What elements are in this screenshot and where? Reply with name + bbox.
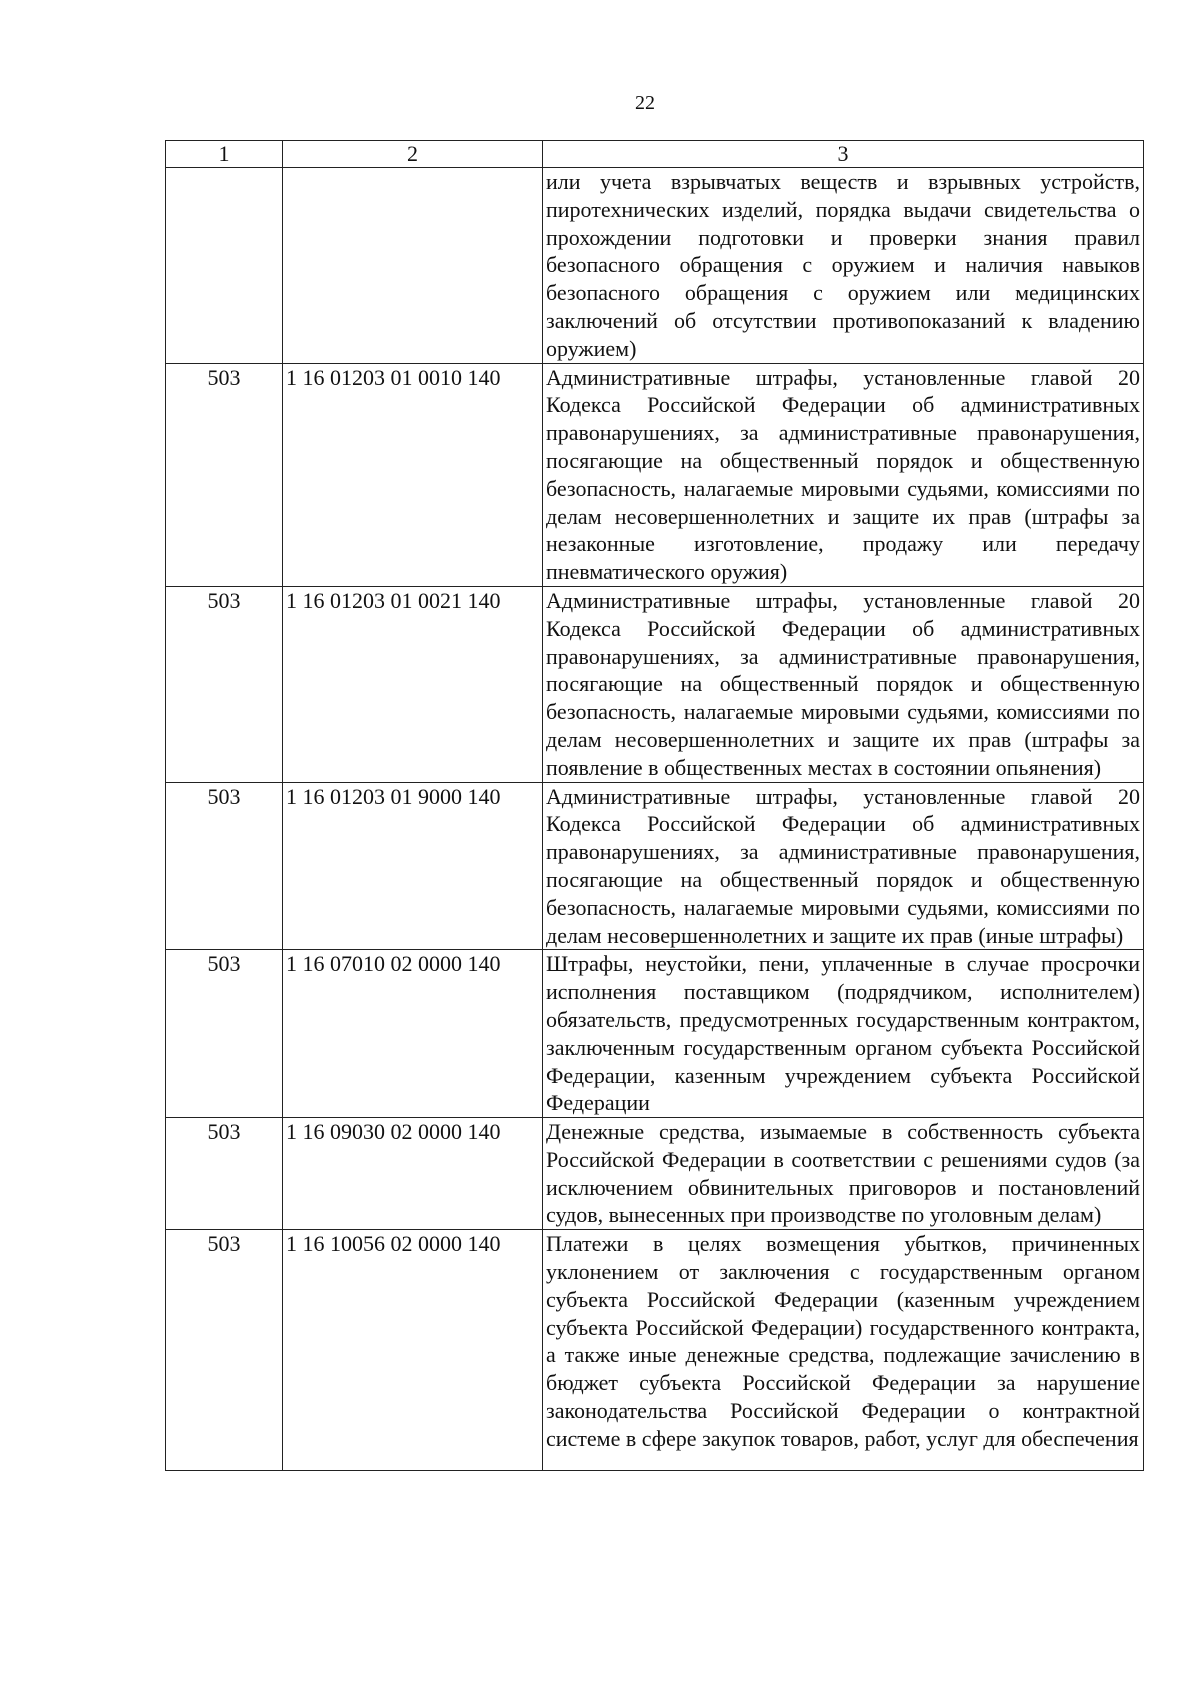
budget-code-cell: 1 16 01203 01 0010 140: [283, 363, 543, 586]
budget-code-cell: 1 16 01203 01 0021 140: [283, 586, 543, 782]
budget-classification-table: [165, 140, 1144, 1471]
description-cell: Административные штрафы, установленные главой 20 Кодекса Российской Федерации об административных правонарушениях, за административные правонарушения, посягающие на общественный порядок и общественную безопасность, налагаемые мировыми судьями, комиссиями по делам несовершеннолетних и защите их прав (штрафы за незаконные изготовление, продажу или передачу пневматического оружия): [543, 363, 1144, 586]
table-row: [166, 950, 1144, 1118]
page-number: 22: [635, 92, 655, 114]
admin-code-cell: 503: [166, 950, 283, 1118]
budget-code-cell: 1 16 01203 01 9000 140: [283, 782, 543, 950]
budget-code-cell: 1 16 09030 02 0000 140: [283, 1118, 543, 1230]
admin-code-cell: 503: [166, 782, 283, 950]
table-row: [166, 1230, 1144, 1471]
admin-code-cell: 503: [166, 586, 283, 782]
column-header-3: 3: [543, 141, 1144, 168]
admin-code-cell: 503: [166, 1118, 283, 1230]
budget-code-cell: [283, 168, 543, 364]
table-body: [166, 168, 1144, 1471]
description-cell: Административные штрафы, установленные главой 20 Кодекса Российской Федерации об административных правонарушениях, за административные правонарушения, посягающие на общественный порядок и общественную безопасность, налагаемые мировыми судьями, комиссиями по делам несовершеннолетних и защите их прав (иные штрафы): [543, 782, 1144, 950]
description-cell: или учета взрывчатых веществ и взрывных устройств, пиротехнических изделий, порядка выдачи свидетельства о прохождении подготовки и проверки знания правил безопасного обращения с оружием и наличия навыков безопасного обращения с оружием или медицинских заключений об отсутствии противопоказаний к владению оружием): [543, 168, 1144, 364]
description-cell: Платежи в целях возмещения убытков, причиненных уклонением от заключения с государственным органом субъекта Российской Федерации (казенным учреждением субъекта Российской Федерации) государственного контракта, а также иные денежные средства, подлежащие зачислению в бюджет субъекта Российской Федерации за нарушение законодательства Российской Федерации о контрактной системе в сфере закупок товаров, работ, услуг для обеспечения: [543, 1230, 1144, 1471]
admin-code-cell: 503: [166, 1230, 283, 1471]
table-row: [166, 586, 1144, 782]
header-row: [166, 141, 1144, 168]
description-cell: Денежные средства, изымаемые в собственность субъекта Российской Федерации в соответствии с решениями судов (за исключением обвинительных приговоров и постановлений судов, вынесенных при производстве по уголовным делам): [543, 1118, 1144, 1230]
table-row: [166, 168, 1144, 364]
admin-code-cell: [166, 168, 283, 364]
description-cell: Административные штрафы, установленные главой 20 Кодекса Российской Федерации об административных правонарушениях, за административные правонарушения, посягающие на общественный порядок и общественную безопасность, налагаемые мировыми судьями, комиссиями по делам несовершеннолетних и защите их прав (штрафы за появление в общественных местах в состоянии опьянения): [543, 586, 1144, 782]
table-row: [166, 1118, 1144, 1230]
table-row: [166, 782, 1144, 950]
budget-code-cell: 1 16 10056 02 0000 140: [283, 1230, 543, 1471]
description-cell: Штрафы, неустойки, пени, уплаченные в случае просрочки исполнения поставщиком (подрядчиком, исполнителем) обязательств, предусмотренных государственным контрактом, заключенным государственным органом субъекта Российской Федерации, казенным учреждением субъекта Российской Федерации: [543, 950, 1144, 1118]
table-row: [166, 363, 1144, 586]
admin-code-cell: 503: [166, 363, 283, 586]
column-header-1: 1: [166, 141, 283, 168]
table-header: [166, 141, 1144, 168]
column-header-2: 2: [283, 141, 543, 168]
budget-code-cell: 1 16 07010 02 0000 140: [283, 950, 543, 1118]
